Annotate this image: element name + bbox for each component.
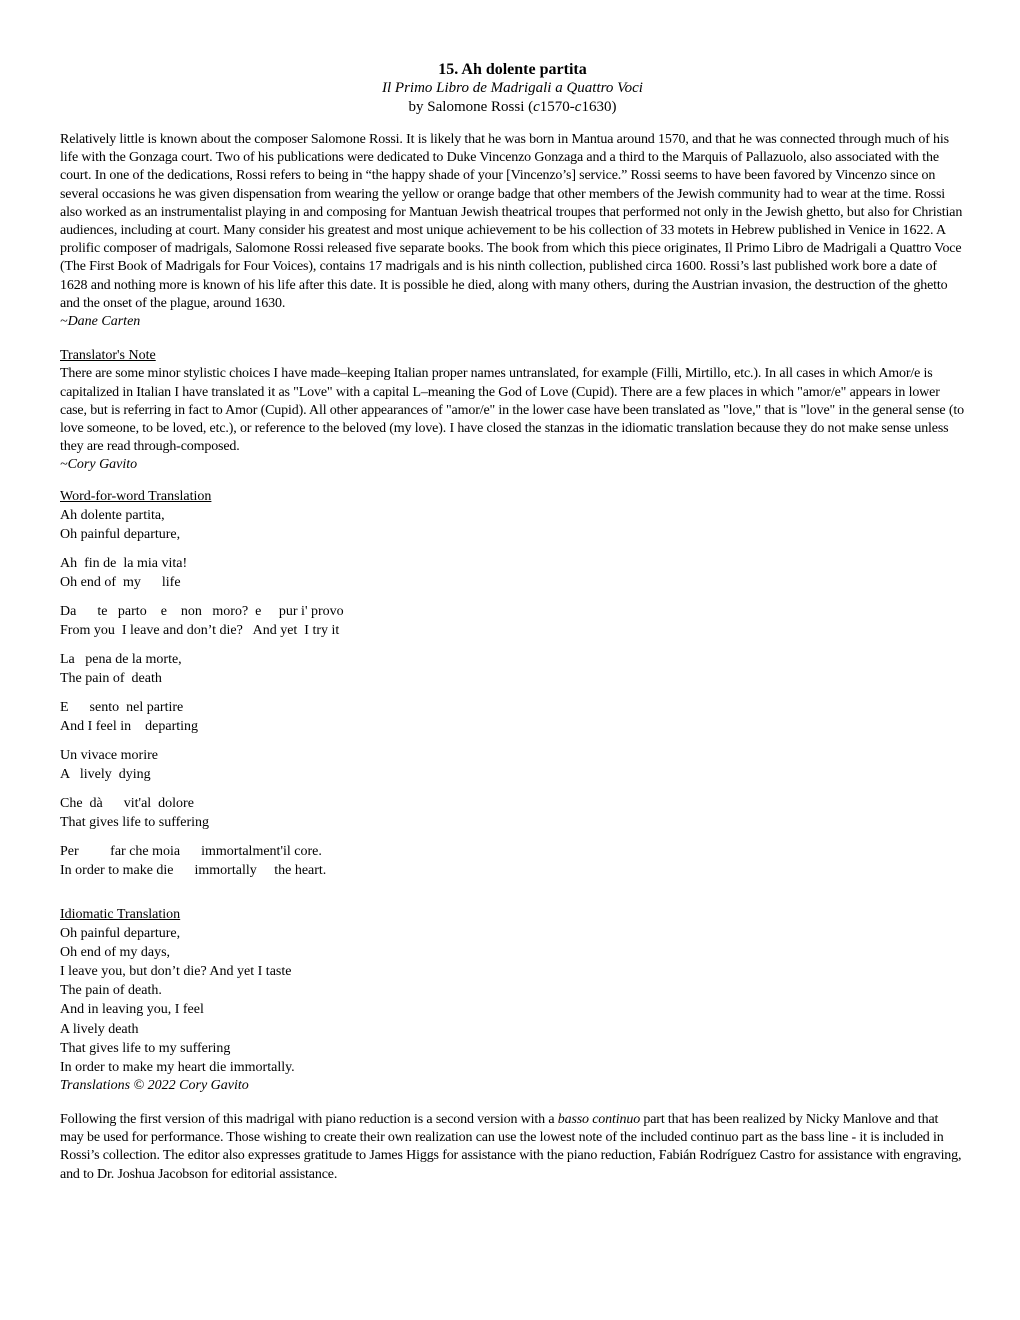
closing-text-before: Following the first version of this madrigal with piano reduction is a second version with a — [60, 1112, 558, 1128]
italian-line: Per far che moia immortalment'il core. — [60, 843, 322, 859]
idiomatic-line: Oh painful departure, — [60, 926, 181, 942]
circa-mark-birth: c — [533, 99, 540, 115]
idiomatic-line: Oh end of my days, — [60, 945, 171, 961]
idiomatic-line: That gives life to my suffering — [60, 1040, 231, 1056]
italian-line: La pena de la morte, — [60, 651, 182, 667]
byline-suffix: 1630) — [581, 99, 617, 115]
collection-title: Il Primo Libro de Madrigali a Quattro Voci — [382, 80, 643, 96]
translators-note-heading: Translator's Note — [60, 348, 156, 364]
idiomatic-line: In order to make my heart die immortally. — [60, 1059, 295, 1075]
english-line: In order to make die immortally the heart. — [60, 863, 327, 879]
composer-byline — [60, 98, 965, 117]
closing-paragraph — [60, 1111, 965, 1184]
idiomatic-heading: Idiomatic Translation — [60, 906, 181, 922]
translators-note-signature: ~Cory Gavito — [60, 457, 138, 473]
byline-prefix: by Salomone Rossi ( — [408, 99, 534, 115]
idiomatic-line: A lively death — [60, 1021, 139, 1037]
intro-paragraph: Relatively little is known about the composer Salomone Rossi. It is likely that he was born in Mantua around 1570, and that he was connected through much of his life with the Gonzaga court. Two of his publications were dedicated to Duke Vincenzo Gonzaga and a third to the Marquis of Pallazuolo, also associated with the court. In one of the dedications, Rossi refers to being in “the happy shade of your [Vincenzo’s] service.” Rossi seems to have been favored by Vincenzo since on several occasions he was given dispensation from wearing the yellow or orange badge that other members of the Jewish community had to wear at the time. Rossi also worked as an instrumentalist playing in and composing for Mantuan Jewish theatrical troupes that performed not only in the Jewish ghetto, but also for Christian audiences, including at court. Many consider his greatest and most unique achievement to be his collection of 33 motets in Hebrew published in Venice in 1622. A prolific composer of madrigals, Salomone Rossi released five separate books. The book from which this piece originates, Il Primo Libro de Madrigali a Quattro Voce (The First Book of Madrigals for Four Voices), contains 17 madrigals and is his ninth collection, published circa 1600. Rossi’s last published work bore a date of 1628 and nothing more is known of his life after this date. It is possible he died, along with many others, during the Austrian invasion, the destruction of the ghetto and the onset of the plague, around 1630. — [60, 132, 963, 311]
italian-line: Un vivace morire — [60, 747, 158, 763]
idiomatic-line: The pain of death. — [60, 983, 162, 999]
italian-line: Ah fin de la mia vita! — [60, 555, 188, 571]
english-line: Oh painful departure, — [60, 527, 181, 543]
english-line: And I feel in departing — [60, 719, 199, 735]
intro-signature: ~Dane Carten — [60, 314, 141, 330]
idiomatic-line: I leave you, but don’t die? And yet I taste — [60, 964, 292, 980]
english-line: Oh end of my life — [60, 575, 181, 591]
italian-line: Che dà vit'al dolore — [60, 795, 194, 811]
translators-note-paragraph: There are some minor stylistic choices I have made–keeping Italian proper names untranslated, for example (Filli, Mirtillo, etc.). In all cases in which Amor/e is capitalized in Italian I have translated it as "Love" with a capital L–meaning the God of Love (Cupid). There are a few places in which "amor/e" appears in lower case, but is referring in fact to Amor (Cupid). All other appearances of "amor/e" in the lower case have been translated as "love," that is "love" in the general sense (to love someone, to be loved, etc.), or reference to the beloved (my love). I have closed the stanzas in the idiomatic translation because they do not make sense unless they are read through-composed. — [60, 366, 964, 455]
stanza — [60, 698, 965, 737]
italian-line: E sento nel partire — [60, 699, 184, 715]
stanza — [60, 746, 965, 785]
stanza — [60, 794, 965, 833]
document-page — [60, 60, 965, 1184]
english-line: From you I leave and don’t die? And yet I try it — [60, 623, 340, 639]
title-block — [60, 60, 965, 117]
english-line: The pain of death — [60, 671, 162, 687]
stanza — [60, 650, 965, 689]
stanza — [60, 842, 965, 881]
english-line: A lively dying — [60, 767, 151, 783]
basso-continuo-term: basso continuo — [557, 1112, 641, 1128]
closing-text-after: part that has been realized by Nicky Manlove and that may be used for performance. Those wishing to create their own realization can use the lowest note of the included continuo part as the bass line - it is included in Rossi’s collection. The editor also expresses gratitude to James Higgs for assistance with the piano reduction, Fabián Rodríguez Castro for assistance with engraving, and to Dr. Joshua Jacobson for editorial assistance. — [60, 1112, 962, 1182]
copyright-notice: Translations © 2022 Cory Gavito — [60, 1077, 249, 1093]
stanza — [60, 554, 965, 593]
italian-line: Ah dolente partita, — [60, 507, 165, 523]
word-for-word-translation — [60, 506, 965, 881]
stanza — [60, 602, 965, 641]
idiomatic-translation — [60, 924, 965, 1095]
italian-line: Da te parto e non moro? e pur i' provo — [60, 603, 344, 619]
idiomatic-line: And in leaving you, I feel — [60, 1002, 204, 1018]
stanza — [60, 506, 965, 545]
word-for-word-heading: Word-for-word Translation — [60, 488, 212, 504]
piece-title: 15. Ah dolente partita — [438, 61, 587, 78]
circa-mark-death: c — [574, 99, 582, 115]
byline-mid: 1570- — [539, 99, 575, 115]
english-line: That gives life to suffering — [60, 815, 210, 831]
